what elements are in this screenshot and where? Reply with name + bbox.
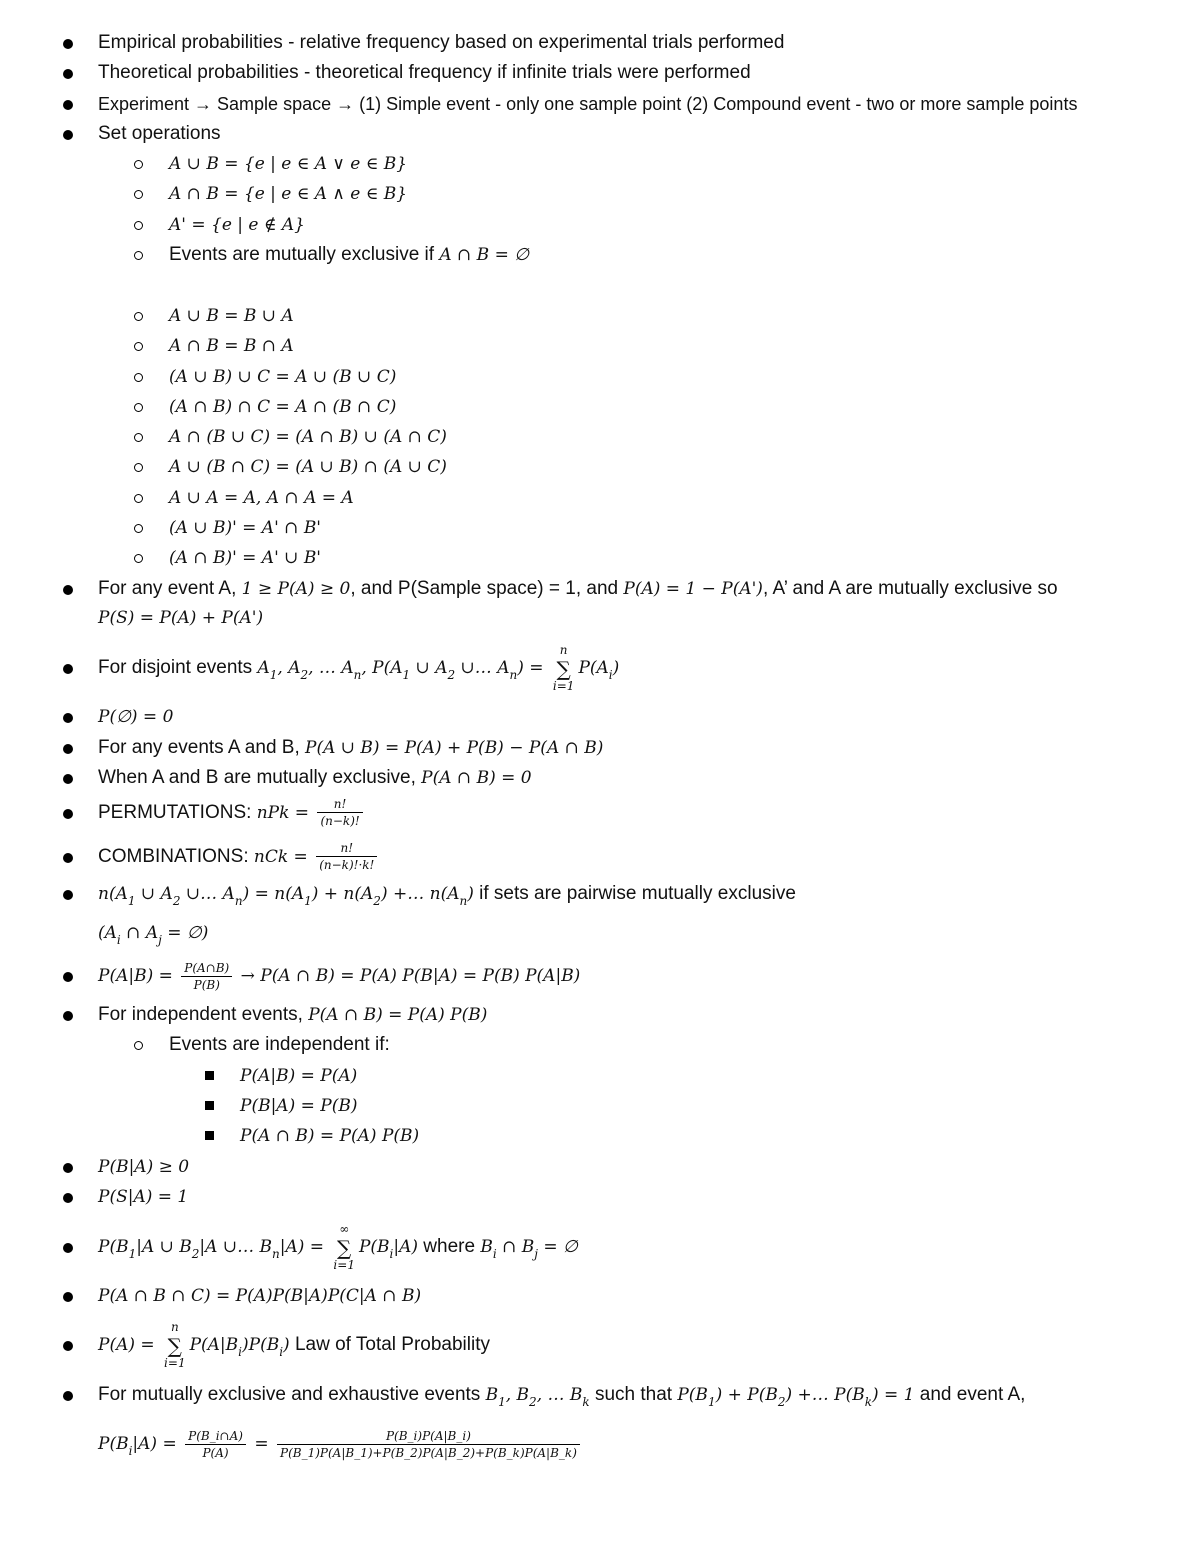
math: B xyxy=(485,1385,499,1405)
formula: (A ∩ B) ∩ C = A ∩ (B ∩ C) xyxy=(169,397,397,417)
formula: A ∩ B = B ∩ A xyxy=(169,336,294,356)
math: ∩ B xyxy=(496,1237,535,1257)
subscript: i xyxy=(608,668,613,682)
subscript: 1 xyxy=(498,1395,506,1409)
text-part: When A and B are mutually exclusive, xyxy=(98,767,422,788)
circle-bullet xyxy=(134,160,143,169)
math: , A xyxy=(277,658,301,678)
math: ) = n(A xyxy=(242,884,305,904)
math: P(B xyxy=(98,1434,129,1454)
line-text: Set operations xyxy=(98,123,221,144)
denominator: P(B_1)P(A|B_1)+P(B_2)P(A|B_2)+P(B_k)P(A|B_k) xyxy=(280,1446,577,1460)
line-text: Experiment → Sample space → (1) Simple event - only one sample point (2) Compound event - two or more sample points xyxy=(98,94,1078,114)
fraction xyxy=(185,1429,246,1460)
formula xyxy=(98,1319,290,1370)
numerator: n! xyxy=(317,797,362,813)
math: P(A xyxy=(578,658,609,678)
subscript: j xyxy=(158,933,162,947)
circle-bullet xyxy=(134,221,143,230)
sum-lower: i=1 xyxy=(552,678,575,693)
subscript: 2 xyxy=(172,894,181,908)
math: |A ∪… B xyxy=(199,1237,272,1257)
math: ∩ A xyxy=(120,923,159,943)
text-part: where xyxy=(418,1236,481,1257)
math: ∪ A xyxy=(135,884,173,904)
continuation-formula xyxy=(98,921,208,945)
bullet-dot xyxy=(63,1391,73,1401)
bullet-dot xyxy=(63,585,73,595)
fraction xyxy=(317,797,362,828)
fraction xyxy=(181,961,232,992)
math: ) xyxy=(283,1335,290,1355)
subscript: n xyxy=(234,894,243,908)
sum-lower: i=1 xyxy=(164,1355,186,1370)
text-part: For any events A and B, xyxy=(98,737,306,758)
math: ) + n(A xyxy=(311,884,374,904)
text-part: Events are mutually exclusive if xyxy=(169,244,440,265)
bullet-dot xyxy=(63,890,73,900)
math: ) xyxy=(612,658,620,678)
bayes-formula xyxy=(98,1420,583,1468)
math: ) +… n(A xyxy=(380,884,460,904)
formula: A ∪ (B ∩ C) = (A ∪ B) ∩ (A ∪ C) xyxy=(169,457,447,477)
math: ∪… A xyxy=(180,884,235,904)
formula: P(A ∩ B ∩ C) = P(A)P(B|A)P(C|A ∩ B) xyxy=(98,1286,422,1306)
formula: P(B|A) ≥ 0 xyxy=(98,1157,190,1177)
subscript: 2 xyxy=(529,1395,537,1409)
formula: P(A ∩ B) = 0 xyxy=(421,768,532,788)
subscript: k xyxy=(864,1395,872,1409)
subscript: 2 xyxy=(373,894,381,908)
text-part: For any event A, xyxy=(98,578,242,599)
square-bullet xyxy=(205,1071,214,1080)
math: , B xyxy=(505,1385,530,1405)
formula: P(A ∩ B) = P(A) P(B) xyxy=(240,1126,420,1146)
denominator: P(B) xyxy=(193,978,220,992)
circle-bullet xyxy=(134,190,143,199)
numerator: n! xyxy=(316,841,377,857)
formula: P(S|A) = 1 xyxy=(98,1187,189,1207)
line-text xyxy=(98,1383,1025,1407)
circle-bullet xyxy=(134,524,143,533)
fraction xyxy=(316,841,377,872)
bullet-dot xyxy=(63,1163,73,1173)
line-text xyxy=(98,577,1058,601)
formula: A ∩ B = ∅ xyxy=(439,245,530,265)
subscript: j xyxy=(534,1247,538,1261)
formula: P(A ∩ B) = P(A) P(B) xyxy=(308,1005,488,1025)
subscript: i xyxy=(389,1247,394,1261)
text-part: PERMUTATIONS: xyxy=(98,802,257,823)
subscript: i xyxy=(492,1247,497,1261)
bullet-dot xyxy=(63,972,73,982)
circle-bullet xyxy=(134,312,143,321)
text-part: For mutually exclusive and exhaustive events xyxy=(98,1384,486,1405)
bullet-dot xyxy=(63,853,73,863)
formula: P(A|B) = P(A) xyxy=(240,1066,358,1086)
circle-bullet xyxy=(134,373,143,382)
circle-bullet xyxy=(134,433,143,442)
circle-bullet xyxy=(134,554,143,563)
subscript: 2 xyxy=(447,668,456,682)
formula: (A ∪ B)' = A' ∩ B' xyxy=(169,518,321,538)
line-text: Empirical probabilities - relative frequency based on experimental trials performed xyxy=(98,32,785,53)
subscript: 1 xyxy=(304,894,312,908)
bullet-dot xyxy=(63,809,73,819)
math: ∪ A xyxy=(410,658,448,678)
subscript: i xyxy=(238,1345,242,1359)
formula: nCk = xyxy=(253,847,314,867)
text-part: , and P(Sample space) = 1, and xyxy=(350,578,624,599)
math: |A) xyxy=(393,1237,419,1257)
math: ) = xyxy=(517,658,549,678)
text-part: if sets are pairwise mutually exclusive xyxy=(473,883,796,904)
text-part: and event A, xyxy=(914,1384,1026,1405)
formula: A ∪ B = {e | e ∈ A ∨ e ∈ B} xyxy=(169,154,408,174)
line-text: Events are independent if: xyxy=(169,1034,390,1055)
math: A xyxy=(257,658,270,678)
text-part: , A’ and A are mutually exclusive so xyxy=(762,578,1058,599)
formula: 1 ≥ P(A) ≥ 0 xyxy=(241,579,351,599)
formula: P(∅) = 0 xyxy=(98,707,174,727)
formula xyxy=(257,642,620,693)
continuation-formula: P(S) = P(A) + P(A') xyxy=(98,608,264,628)
subscript: 2 xyxy=(191,1247,200,1261)
line-text xyxy=(98,837,380,877)
math: )P(B xyxy=(242,1335,280,1355)
summation xyxy=(333,1222,355,1274)
subscript: i xyxy=(128,1444,133,1458)
text-part: For independent events, xyxy=(98,1004,309,1025)
math: (A xyxy=(98,923,117,943)
sigma-icon: ∑ xyxy=(167,1333,182,1358)
bullet-dot xyxy=(63,664,73,674)
line-text xyxy=(98,736,603,760)
bullet-dot xyxy=(63,39,73,49)
math: |A) = xyxy=(279,1237,330,1257)
subscript: 1 xyxy=(402,668,411,682)
formula: P(A) = 1 − P(A') xyxy=(623,579,763,599)
bullet-dot xyxy=(63,69,73,79)
bullet-dot xyxy=(63,1011,73,1021)
line-text xyxy=(98,882,796,906)
line-text xyxy=(98,1003,487,1027)
circle-bullet xyxy=(134,494,143,503)
line-text xyxy=(98,1215,578,1279)
formula: (A ∩ B)' = A' ∪ B' xyxy=(169,548,321,568)
square-bullet xyxy=(205,1101,214,1110)
subscript: 2 xyxy=(777,1395,786,1409)
numerator: P(B_i∩A) xyxy=(185,1429,246,1445)
subscript: 1 xyxy=(127,894,136,908)
subscript: 1 xyxy=(707,1395,716,1409)
math: ) xyxy=(467,884,474,904)
math: → P(A ∩ B) = P(A) P(B|A) = P(B) P(A|B) xyxy=(235,966,581,986)
math: , … B xyxy=(536,1385,583,1405)
subscript: n xyxy=(271,1247,280,1261)
circle-bullet xyxy=(134,251,143,260)
circle-bullet xyxy=(134,1041,143,1050)
math: = ∅) xyxy=(161,923,209,943)
math: ) +… P(B xyxy=(785,1385,865,1405)
math: , … A xyxy=(308,658,354,678)
math: = ∅ xyxy=(537,1237,578,1257)
line-text xyxy=(98,793,366,833)
numerator: P(A∩B) xyxy=(181,961,232,977)
subscript: 1 xyxy=(269,668,278,682)
formula: A ∪ A = A, A ∩ A = A xyxy=(169,488,354,508)
formula xyxy=(480,1237,578,1261)
line-text xyxy=(169,243,529,267)
sum-upper: ∞ xyxy=(339,1221,350,1236)
numerator: P(B_i)P(A|B_i) xyxy=(277,1429,580,1445)
denominator: P(A) xyxy=(202,1446,229,1460)
math: B xyxy=(480,1237,493,1257)
line-text: Theoretical probabilities - theoretical frequency if infinite trials were performed xyxy=(98,62,751,83)
denominator: (n−k)! xyxy=(320,814,360,829)
formula: P(B|A) = P(B) xyxy=(240,1096,358,1116)
bullet-dot xyxy=(63,1341,73,1351)
formula: A' = {e | e ∉ A} xyxy=(169,215,305,235)
math: P(B xyxy=(677,1385,708,1405)
math: ∪… A xyxy=(455,658,510,678)
circle-bullet xyxy=(134,463,143,472)
bullet-dot xyxy=(63,130,73,140)
formula: nPk = xyxy=(256,803,315,823)
math: , P(A xyxy=(361,658,403,678)
denominator: (n−k)!·k! xyxy=(319,858,375,873)
math: ) = 1 xyxy=(872,1385,915,1405)
circle-bullet xyxy=(134,342,143,351)
formula: A ∪ B = B ∪ A xyxy=(169,306,294,326)
subscript: n xyxy=(509,668,518,682)
text-part: For disjoint events xyxy=(98,657,258,678)
formula xyxy=(98,1221,419,1272)
bullet-dot xyxy=(63,100,73,110)
subscript: k xyxy=(582,1395,590,1409)
text-part: Law of Total Probability xyxy=(289,1334,491,1355)
line-text xyxy=(98,636,619,700)
math: = xyxy=(248,1434,275,1454)
subscript: n xyxy=(353,668,362,682)
math: |A) = xyxy=(132,1434,183,1454)
math: P(A|B xyxy=(189,1335,239,1355)
sigma-icon: ∑ xyxy=(556,656,571,681)
formula xyxy=(677,1385,915,1409)
line-text xyxy=(98,766,532,790)
formula xyxy=(98,956,580,996)
text-part: such that xyxy=(589,1384,678,1405)
math: P(A|B) = xyxy=(98,966,179,986)
subscript: i xyxy=(279,1345,284,1359)
sum-upper: n xyxy=(170,1319,179,1334)
formula xyxy=(98,884,474,908)
summation xyxy=(164,1320,186,1372)
sum-lower: i=1 xyxy=(333,1257,355,1272)
formula: P(A ∪ B) = P(A) + P(B) − P(A ∩ B) xyxy=(305,738,604,758)
math: |A ∪ B xyxy=(136,1237,192,1257)
bullet-dot xyxy=(63,744,73,754)
math: P(B xyxy=(98,1237,129,1257)
math: ) + P(B xyxy=(715,1385,778,1405)
sum-upper: n xyxy=(559,642,568,657)
formula: A ∩ (B ∪ C) = (A ∩ B) ∪ (A ∩ C) xyxy=(169,427,447,447)
circle-bullet xyxy=(134,403,143,412)
subscript: 2 xyxy=(300,668,309,682)
bullet-dot xyxy=(63,713,73,723)
formula xyxy=(485,1385,590,1409)
text-part: COMBINATIONS: xyxy=(98,846,254,867)
subscript: n xyxy=(459,894,468,908)
line-text xyxy=(98,1313,490,1377)
fraction xyxy=(277,1429,580,1460)
subscript: i xyxy=(116,933,121,947)
square-bullet xyxy=(205,1131,214,1140)
subscript: 1 xyxy=(128,1247,137,1261)
formula: A ∩ B = {e | e ∈ A ∧ e ∈ B} xyxy=(169,184,408,204)
bullet-dot xyxy=(63,1292,73,1302)
bullet-dot xyxy=(63,774,73,784)
summation xyxy=(553,643,575,695)
sigma-icon: ∑ xyxy=(337,1235,352,1260)
math: n(A xyxy=(98,884,128,904)
math: P(A) = xyxy=(98,1335,161,1355)
formula: (A ∪ B) ∪ C = A ∪ (B ∪ C) xyxy=(169,367,397,387)
math: P(B xyxy=(358,1237,390,1257)
bullet-dot xyxy=(63,1243,73,1253)
bullet-dot xyxy=(63,1193,73,1203)
